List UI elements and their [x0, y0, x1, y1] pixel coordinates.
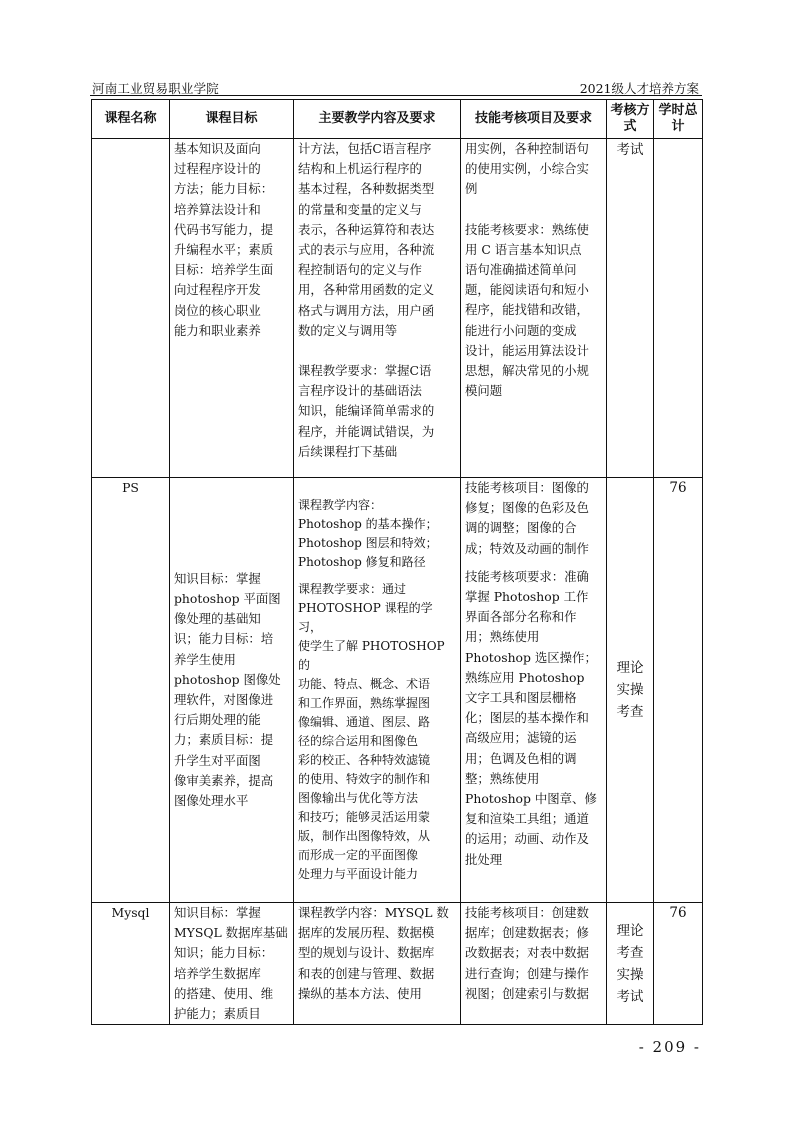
content-line: PHOTOSHOP 课程的学习， [298, 601, 433, 634]
table-row [92, 139, 703, 478]
skills-line: 的运用；动画、动作及 [465, 831, 589, 847]
content-line: 后续课程打下基础 [298, 443, 398, 459]
objective-line: MYSQL 数据库基础 [174, 925, 288, 941]
skills-line: 成；特效及动画的制作 [465, 540, 589, 556]
skills-line: 程序，能找错和改错， [465, 302, 589, 318]
objective-line: 识；能力目标：培 [174, 631, 274, 647]
exam-line: 实操 [616, 682, 644, 698]
col-header-objective: 课程目标 [170, 100, 294, 139]
skills-line: 复和渲染工具组；通道 [465, 811, 589, 827]
skills-line: 掌握 Photoshop 工作 [465, 589, 589, 605]
skills-line: 能进行小问题的变成 [465, 322, 577, 338]
content-line: Photoshop 的基本操作； [298, 517, 438, 531]
paragraph-gap [465, 200, 602, 220]
content-line: 用，各种常用函数的定义 [298, 282, 435, 298]
header-school-name: 河南工业贸易职业学院 [92, 81, 220, 96]
objective-line: 基本知识及面向 [174, 141, 261, 156]
skills-line: 用；熟练使用 [465, 629, 540, 645]
exam-line: 考试 [616, 988, 644, 1005]
content-line: Photoshop 修复和路径 [298, 555, 426, 569]
skills-cell [461, 139, 607, 478]
content-line: 型的规划与设计、数据库 [298, 945, 435, 961]
hours-cell [654, 139, 703, 478]
skills-line: 思想，解决常见的小规 [465, 363, 589, 379]
content-line: 言程序设计的基础语法 [298, 383, 422, 399]
objective-line: 方法；能力目标： [174, 181, 274, 197]
skills-line: 整；熟练使用 [465, 770, 540, 786]
skills-line: 用实例，各种控制语句 [465, 141, 589, 156]
content-line: 表示，各种运算符和表达 [298, 221, 435, 237]
exam-line: 实操 [616, 966, 644, 983]
content-cell [294, 478, 461, 903]
skills-cell [461, 903, 607, 1025]
objective-line: 培养算法设计和 [174, 201, 261, 217]
curriculum-table [91, 99, 703, 1025]
skills-line: Photoshop 选区操作； [465, 649, 597, 665]
skills-line: 批处理 [465, 851, 503, 867]
objective-line: 能力和职业素养 [174, 322, 261, 338]
content-cell [294, 139, 461, 478]
objective-line: 向过程程序开发 [174, 282, 261, 298]
skills-cell [461, 478, 607, 903]
content-line: 径的综合运用和图像色 [298, 734, 419, 748]
objective-line: 目标：培养学生面 [174, 262, 274, 278]
objective-line: photoshop 图像处 [174, 671, 281, 687]
skills-line: 技能考核项目：创建数 [465, 905, 589, 920]
skills-line: 模问题 [465, 383, 503, 399]
content-line: 和技巧；能够灵活运用蒙 [298, 810, 431, 824]
col-header-content: 主要教学内容及要求 [294, 100, 461, 139]
skills-line: 调的调整；图像的合 [465, 520, 577, 536]
content-line: 处理力与平面设计能力 [298, 867, 419, 881]
exam-line: 考试 [616, 142, 644, 158]
content-line: 课程教学内容： [298, 498, 383, 512]
course-name-cell: PS [92, 478, 170, 903]
objective-cell [170, 903, 294, 1025]
objective-line: 知识；能力目标： [174, 945, 274, 961]
objective-cell [170, 478, 294, 903]
content-line: 课程教学要求：通过 [298, 582, 407, 596]
objective-line: 像审美素养，提高 [174, 772, 274, 788]
objective-line: 升编程水平；素质 [174, 242, 274, 258]
objective-line: 培养学生数据库 [174, 965, 261, 981]
header-rule [90, 95, 702, 96]
content-line: 式的表示与应用，各种流 [298, 242, 435, 258]
skills-line: 例 [465, 181, 478, 197]
content-line: 图像输出与优化等方法 [298, 791, 419, 805]
content-line: 而形成一定的平面图像 [298, 848, 419, 862]
col-header-course-name: 课程名称 [92, 100, 170, 139]
hours-cell: 76 [654, 478, 703, 903]
objective-line: 岗位的核心职业 [174, 302, 261, 318]
course-name-cell: Mysql [92, 903, 170, 1025]
objective-cell [170, 139, 294, 478]
paragraph-gap [298, 572, 456, 580]
skills-line: 技能考核项目：图像的 [465, 480, 589, 495]
objective-line: 像处理的基础知 [174, 611, 261, 627]
skills-line: 的使用实例，小综合实 [465, 161, 589, 177]
table-row [92, 903, 703, 1025]
exam-line: 理论 [616, 922, 644, 939]
content-cell [294, 903, 461, 1025]
exam-cell [607, 139, 654, 478]
skills-line: 技能考核要求：熟练使 [465, 221, 589, 237]
content-line: 据库的发展历程、数据模 [298, 925, 435, 941]
content-line: 版，制作出图像特效，从 [298, 829, 431, 843]
objective-line: 护能力；素质目 [174, 1006, 261, 1022]
objective-line: 力；素质目标：提 [174, 732, 274, 748]
skills-line: 熟练应用 Photoshop [465, 669, 585, 685]
skills-line: 界面各部分名称和作 [465, 609, 577, 625]
skills-line: 题，能阅读语句和短小 [465, 282, 589, 298]
content-line: 基本过程，各种数据类型 [298, 181, 435, 197]
content-line: 和表的创建与管理、数据 [298, 965, 435, 981]
exam-line: 考查 [616, 944, 644, 961]
course-name-cell [92, 139, 170, 478]
content-line: 课程教学要求：掌握C语 [298, 363, 432, 379]
table-header-row [92, 100, 703, 139]
content-line: 课程教学内容：MYSQL 数 [298, 905, 449, 920]
exam-line: 理论 [616, 660, 644, 676]
exam-cell [607, 478, 654, 903]
page-number: - 209 - [638, 1038, 701, 1056]
skills-line: 化；图层的基本操作和 [465, 710, 589, 726]
content-line: 像编辑、通道、图层、路 [298, 715, 431, 729]
skills-line: 技能考核项要求：准确 [465, 568, 589, 584]
content-line: 操纵的基本方法、使用 [298, 985, 422, 1001]
content-line: 知识，能编译简单需求的 [298, 403, 435, 419]
objective-line: 代码书写能力，提 [174, 221, 274, 237]
skills-line: Photoshop 中图章、修 [465, 791, 597, 807]
content-line: 彩的校正、各种特效滤镜 [298, 753, 431, 767]
objective-line: 过程程序设计的 [174, 161, 261, 177]
paragraph-gap [465, 559, 602, 567]
skills-line: 高级应用；滤镜的运 [465, 730, 577, 746]
skills-line: 据库；创建数据表；修 [465, 925, 589, 941]
skills-line: 修复；图像的色彩及色 [465, 500, 589, 516]
content-line: 数的定义与调用等 [298, 322, 398, 338]
content-line: 功能、特点、概念、术语 [298, 677, 431, 691]
skills-line: 语句准确描述简单问 [465, 262, 577, 278]
skills-line: 用；色调及色相的调 [465, 750, 577, 766]
content-line: 的使用、特效字的制作和 [298, 772, 431, 786]
content-line: 使学生了解 PHOTOSHOP 的 [298, 639, 445, 672]
skills-line: 用 C 语言基本知识点 [465, 241, 582, 257]
objective-line: 图像处理水平 [174, 793, 249, 809]
content-line: 格式与调用方法，用户函 [298, 302, 435, 318]
objective-line: 知识目标：掌握 [174, 905, 261, 920]
objective-line: 的搭建、使用、维 [174, 985, 274, 1001]
skills-line: 视图；创建索引与数据 [465, 985, 589, 1001]
skills-line: 进行查询；创建与操作 [465, 965, 589, 981]
objective-line: 知识目标：掌握 [174, 570, 261, 586]
paragraph-gap [298, 341, 456, 361]
skills-line: 文字工具和图层栅格 [465, 690, 577, 706]
content-line: 计方法，包括C语言程序 [298, 141, 432, 156]
objective-line: 行后期处理的能 [174, 712, 261, 728]
objective-line: 升学生对平面图 [174, 752, 261, 768]
table-row [92, 478, 703, 903]
skills-line: 改数据表；对表中数据 [465, 945, 589, 961]
content-line: Photoshop 图层和特效； [298, 536, 438, 550]
content-line: 的常量和变量的定义与 [298, 201, 422, 217]
header-plan-title: 2021级人才培养方案 [579, 81, 699, 96]
objective-line: 养学生使用 [174, 651, 236, 667]
col-header-hours: 学时总计 [654, 100, 703, 139]
hours-cell: 76 [654, 903, 703, 1025]
col-header-exam: 考核方式 [607, 100, 654, 139]
content-line: 程控制语句的定义与作 [298, 262, 422, 278]
objective-line: 理软件，对图像进 [174, 692, 274, 707]
exam-cell [607, 903, 654, 1025]
content-line: 和工作界面，熟练掌握图 [298, 696, 431, 710]
col-header-skills: 技能考核项目及要求 [461, 100, 607, 139]
content-line: 结构和上机运行程序的 [298, 161, 422, 177]
content-line: 程序，并能调试错误，为 [298, 423, 435, 439]
exam-line: 考查 [616, 704, 644, 720]
skills-line: 设计，能运用算法设计 [465, 342, 589, 358]
objective-line: photoshop 平面图 [174, 590, 281, 606]
